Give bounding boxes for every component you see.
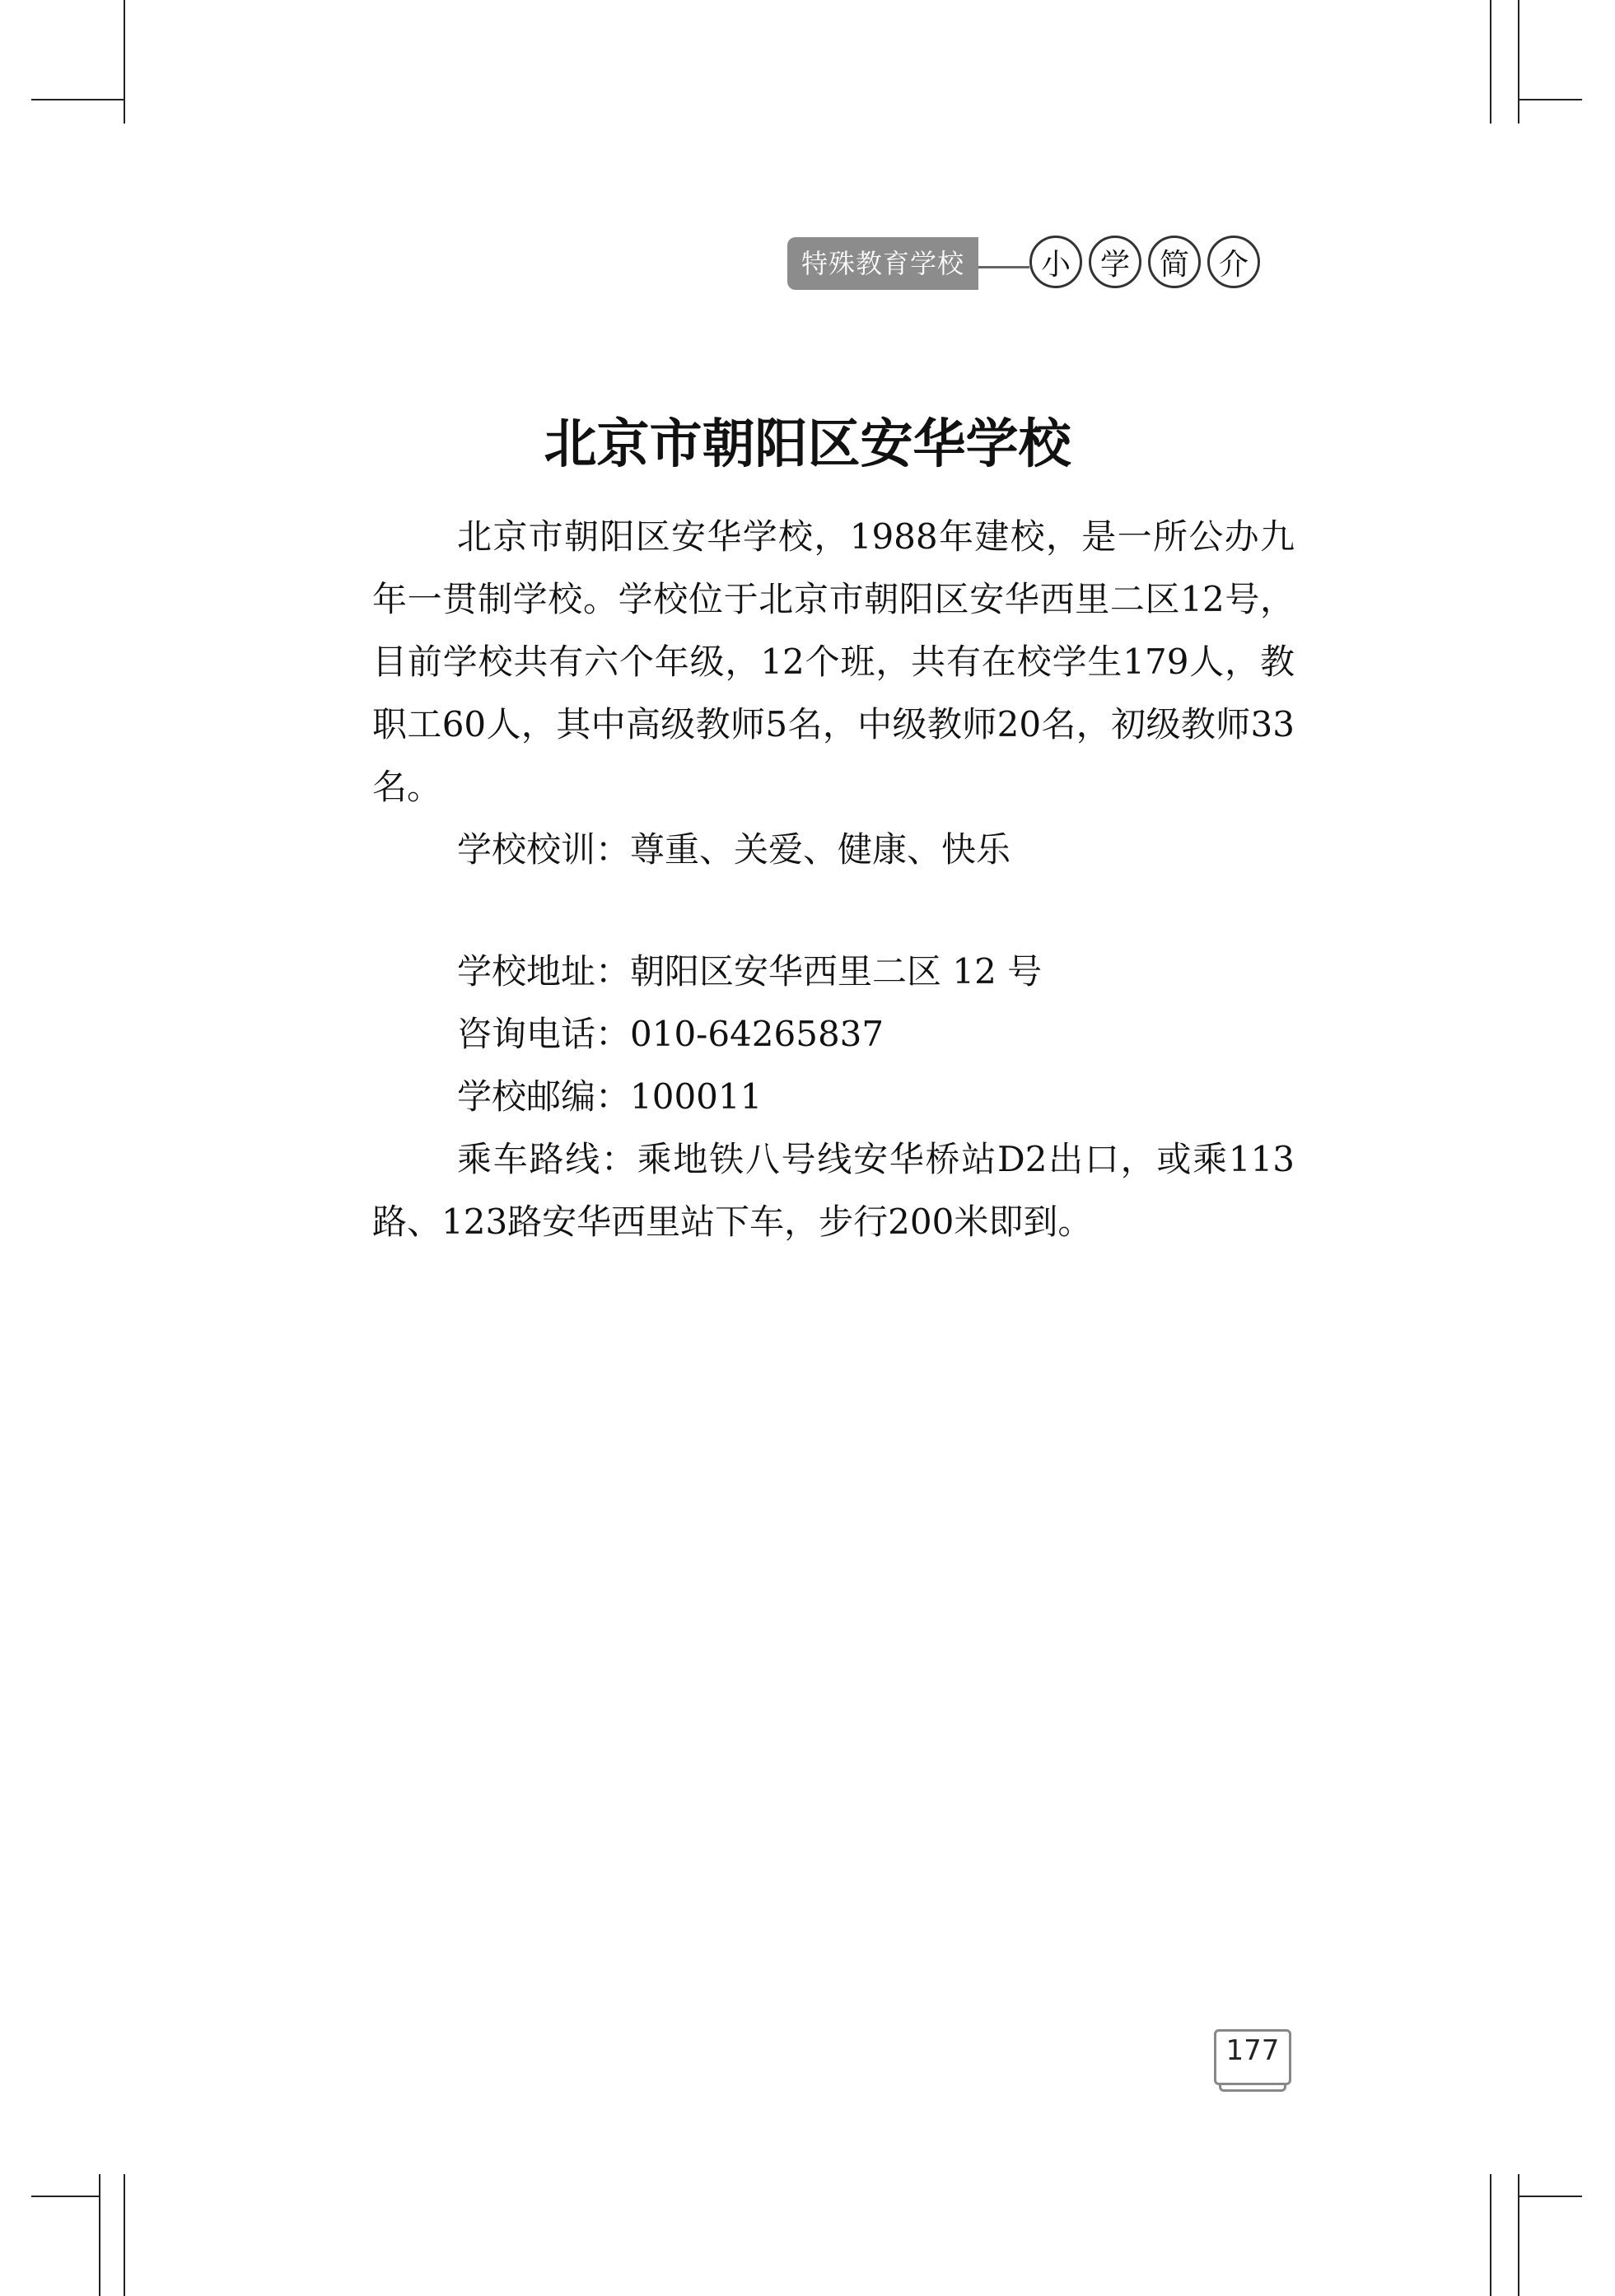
crop-mark (1518, 99, 1582, 100)
category-badge: 特殊教育学校 (787, 237, 978, 290)
section-char: 介 (1207, 236, 1260, 288)
address-line: 学校地址：朝阳区安华西里二区 12 号 (457, 951, 1043, 992)
book-icon (1219, 2084, 1286, 2092)
crop-mark (1518, 0, 1519, 124)
section-char: 学 (1089, 236, 1141, 288)
intro-paragraph: 北京市朝阳区安华学校，1988年建校，是一所公办九年一贯制学校。学校位于北京市朝阳区安华西里二区12号，目前学校共有六个年级，12个班，共有在校学生179人，教职工60人，其中高级教师5名，中级教师20名，初级教师33名。 (372, 516, 1295, 807)
header-connector-line (978, 266, 1029, 268)
crop-mark (31, 99, 124, 100)
section-char: 小 (1029, 236, 1082, 288)
crop-mark (124, 0, 125, 124)
crop-mark (1490, 2174, 1491, 2296)
page-title: 北京市朝阳区安华学校 (544, 414, 1071, 475)
motto-paragraph: 学校校训：尊重、关爱、健康、快乐 (457, 829, 1011, 870)
postcode-line: 学校邮编：100011 (457, 1076, 763, 1117)
crop-mark (99, 2174, 100, 2296)
route-paragraph: 乘车路线：乘地铁八号线安华桥站D2出口，或乘113路、123路安华西里站下车，步行200米即到。 (372, 1139, 1295, 1242)
crop-mark (1518, 2196, 1582, 2197)
phone-line: 咨询电话：010-64265837 (457, 1014, 885, 1054)
section-char: 简 (1148, 236, 1201, 288)
crop-mark (31, 2196, 100, 2197)
crop-mark (1490, 0, 1491, 124)
page-number: 177 (1225, 2034, 1280, 2067)
crop-mark (124, 2174, 125, 2296)
section-title (1029, 236, 1260, 288)
crop-mark (1518, 2174, 1519, 2296)
